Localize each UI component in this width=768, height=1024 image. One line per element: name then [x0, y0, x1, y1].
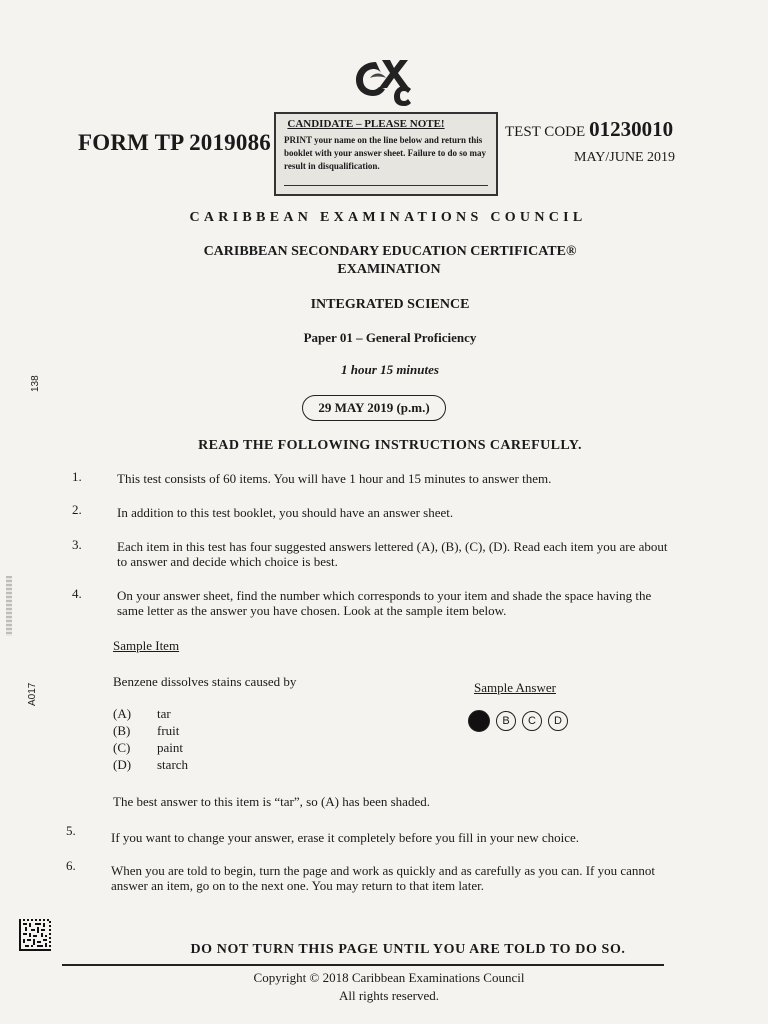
- instruction-number: 2.: [72, 502, 82, 517]
- instruction-number: 1.: [72, 469, 82, 484]
- certificate-line-1: CARIBBEAN SECONDARY EDUCATION CERTIFICATE®: [203, 244, 577, 259]
- subject-title: INTEGRATED SCIENCE: [310, 297, 470, 312]
- cxc-logo-icon: [346, 56, 414, 108]
- footer-divider: [62, 964, 664, 966]
- answer-bubble-d: D: [548, 711, 568, 731]
- instruction-text: In addition to this test booklet, you should have an answer sheet.: [117, 505, 454, 520]
- candidate-notice-box: [274, 112, 498, 196]
- instruction-text: If you want to change your answer, erase it completely before you fill in your new choice.: [111, 830, 580, 845]
- notice-title: CANDIDATE – PLEASE NOTE!: [287, 118, 445, 130]
- answer-bubble-b: B: [496, 711, 516, 731]
- sample-item-title: Sample Item: [113, 638, 180, 653]
- test-code-value: 01230010: [589, 117, 674, 141]
- instructions-heading: READ THE FOLLOWING INSTRUCTIONS CAREFULLY.: [198, 438, 582, 453]
- option-letter: (C): [113, 740, 131, 755]
- exam-duration: 1 hour 15 minutes: [341, 362, 439, 377]
- rights-notice: All rights reserved.: [338, 988, 439, 1003]
- council-name: CARIBBEAN EXAMINATIONS COUNCIL: [189, 210, 587, 225]
- instruction-number: 6.: [66, 858, 76, 873]
- option-text: paint: [157, 740, 183, 755]
- option-letter: (D): [113, 757, 132, 772]
- certificate-line-2: EXAMINATION: [337, 262, 441, 277]
- answer-bubble-c: C: [522, 711, 542, 731]
- option-text: fruit: [157, 723, 180, 738]
- datamatrix-code-icon: [19, 919, 51, 951]
- instruction-text: Each item in this test has four suggested answers lettered (A), (B), (C), (D). Read each item you are about to answer and decide which choice is best.: [117, 539, 668, 569]
- sample-option: [113, 740, 183, 756]
- instruction-text: When you are told to begin, turn the page and work as quickly and as carefully as you can. If you cannot answer an item, go on to the next one. You may return to that item later.: [111, 863, 656, 893]
- form-number: FORM TP 2019086: [78, 130, 271, 155]
- sample-answer-title: Sample Answer: [474, 680, 556, 695]
- sample-answer-bubbles: [468, 711, 568, 732]
- test-code: [505, 117, 673, 142]
- answer-bubble-a-shaded: [468, 710, 490, 732]
- option-text: starch: [157, 757, 189, 772]
- option-text: tar: [157, 706, 171, 721]
- sample-option: [113, 706, 171, 722]
- exam-session: MAY/JUNE 2019: [574, 150, 675, 165]
- sample-option: [113, 757, 188, 773]
- sample-question: Benzene dissolves stains caused by: [113, 674, 297, 689]
- option-letter: (B): [113, 723, 131, 738]
- copyright-notice: Copyright © 2018 Caribbean Examinations Council: [253, 970, 525, 985]
- exam-date: 29 MAY 2019 (p.m.): [302, 395, 446, 421]
- sample-option: [113, 723, 179, 739]
- option-letter: (A): [113, 706, 132, 721]
- scan-registration-strip: [6, 576, 12, 636]
- instruction-number: 3.: [72, 537, 82, 552]
- sample-explanation: The best answer to this item is “tar”, so (A) has been shaded.: [113, 794, 430, 809]
- notice-body: PRINT your name on the line below and return this booklet with your answer sheet. Failure to do so may result in disqualification.: [284, 135, 487, 171]
- margin-code-bottom: A017: [27, 682, 38, 706]
- name-line: [284, 185, 488, 186]
- instruction-number: 4.: [72, 586, 82, 601]
- margin-code-top: 138: [30, 375, 41, 392]
- instruction-text: This test consists of 60 items. You will have 1 hour and 15 minutes to answer them.: [117, 471, 552, 486]
- instruction-number: 5.: [66, 823, 76, 838]
- test-code-label: TEST CODE: [505, 124, 586, 140]
- do-not-turn-warning: DO NOT TURN THIS PAGE UNTIL YOU ARE TOLD TO DO SO.: [190, 942, 626, 957]
- instruction-text: On your answer sheet, find the number which corresponds to your item and shade the space having the same letter as the answer you have chosen. Look at the sample item below.: [117, 588, 652, 618]
- paper-title: Paper 01 – General Proficiency: [303, 330, 477, 345]
